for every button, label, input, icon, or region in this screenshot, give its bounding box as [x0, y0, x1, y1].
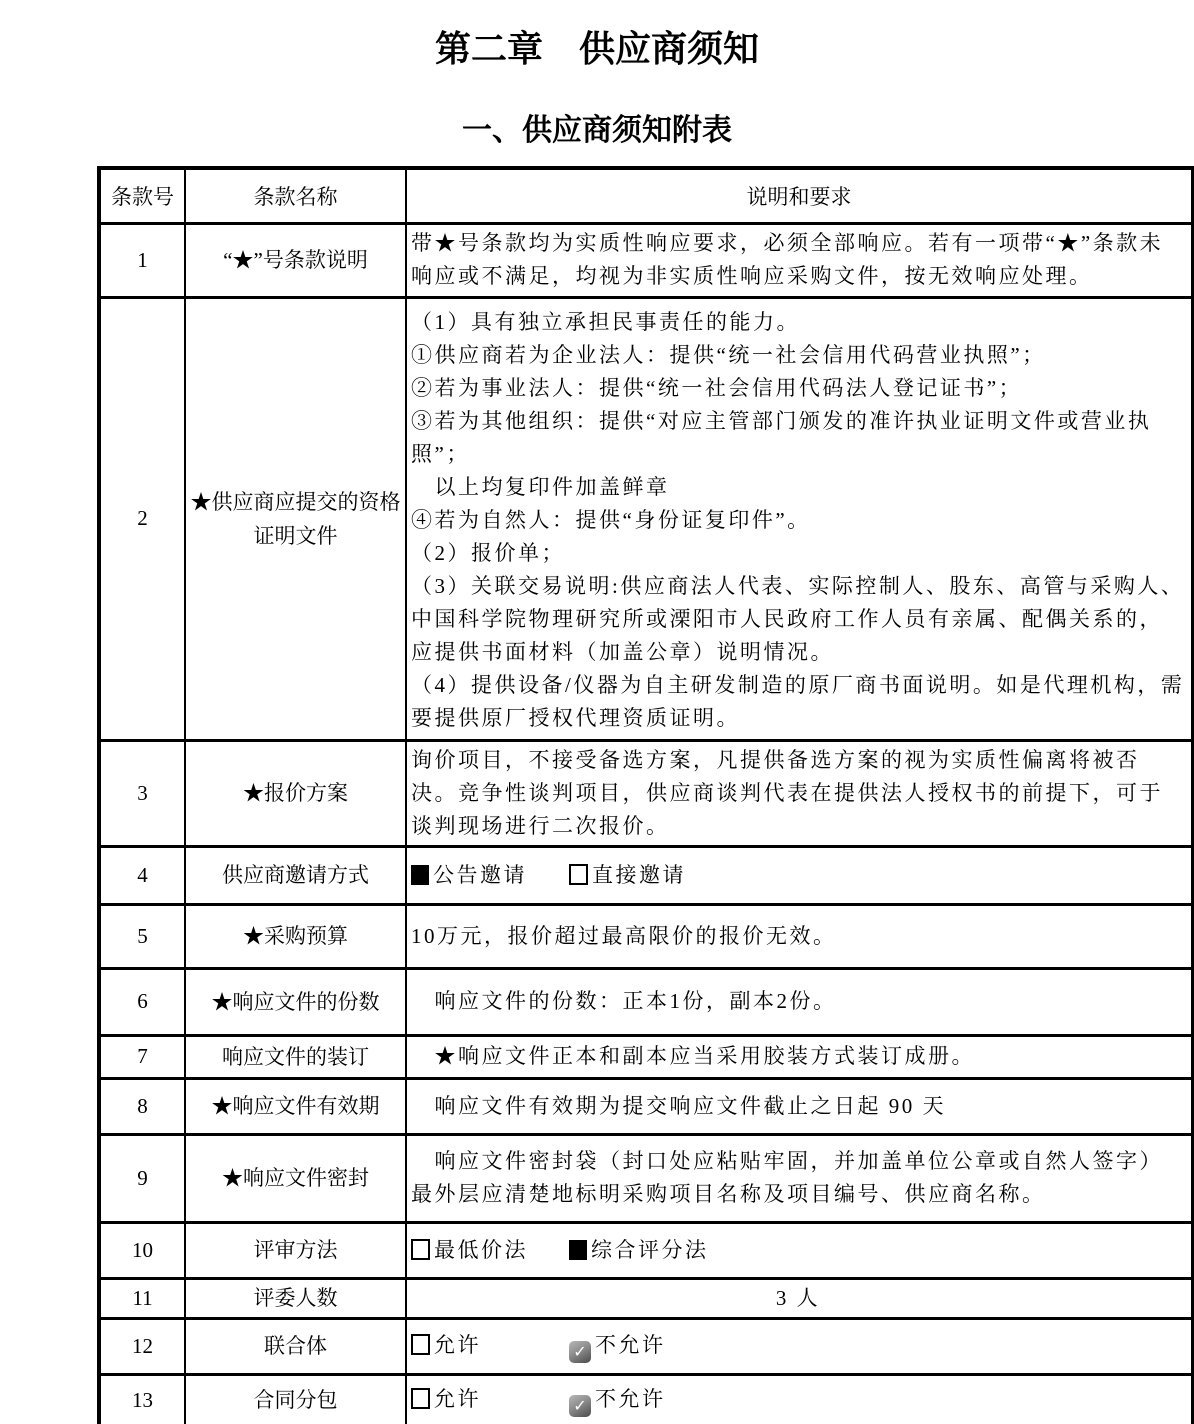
- clause-name-cell: ★报价方案: [185, 740, 406, 846]
- clause-number-cell: 10: [99, 1222, 185, 1278]
- table-header-row: [99, 168, 1193, 223]
- table-row: [99, 846, 1193, 904]
- option-empty: [411, 1234, 569, 1267]
- clause-number-cell: 7: [99, 1035, 185, 1078]
- description-paragraph: 3 人: [775, 1285, 821, 1310]
- clause-number-cell: 1: [99, 223, 185, 297]
- option-label: 不允许: [595, 1387, 666, 1412]
- clause-name-cell: 响应文件的装订: [185, 1035, 406, 1078]
- description-paragraph: 响应文件密封袋（封口处应粘贴牢固，并加盖单位公章或自然人签字）: [411, 1149, 1163, 1173]
- checkbox-filled-icon: [411, 865, 429, 885]
- column-header: 说明和要求: [406, 168, 1193, 223]
- clause-number-cell: 13: [99, 1374, 185, 1424]
- supplier-notice-table: [97, 166, 1194, 1424]
- option-empty: [569, 859, 686, 892]
- description-paragraph: ④若为自然人：提供“身份证复印件”。: [411, 507, 811, 532]
- clause-description-cell: [406, 223, 1193, 297]
- table-row: [99, 297, 1193, 740]
- option-filled: [569, 1234, 709, 1267]
- clause-number-cell: 5: [99, 904, 185, 968]
- chapter-title: 第二章 供应商须知: [434, 28, 759, 69]
- table-row: [99, 968, 1193, 1035]
- clause-description-cell: [406, 846, 1193, 904]
- table-row: [99, 223, 1193, 297]
- clause-description-cell: [406, 1318, 1193, 1374]
- description-paragraph: 响应文件有效期为提交响应文件截止之日起 90 天: [411, 1093, 946, 1118]
- checkbox-filled-icon: [569, 1240, 587, 1260]
- table-row: [99, 1278, 1193, 1318]
- clause-description-cell: [406, 740, 1193, 846]
- checkbox-empty-icon: [411, 1388, 430, 1409]
- options-group: [411, 859, 1185, 892]
- option-check: [569, 1383, 666, 1417]
- table-row: [99, 1222, 1193, 1278]
- clause-description-cell: [406, 1078, 1193, 1134]
- description-paragraph: 响应文件的份数：正本1份，副本2份。: [411, 989, 837, 1013]
- clause-name-cell: 供应商邀请方式: [185, 846, 406, 904]
- description-paragraph: 带★号条款均为实质性响应要求，必须全部响应。若有一项带“★”条款未响应或不满足，均视为非实质性响应采购文件，按无效响应处理。: [411, 231, 1164, 288]
- option-label: 允许: [434, 1333, 481, 1357]
- section-title: 一、供应商须知附表: [462, 114, 732, 147]
- table-row: [99, 1374, 1193, 1424]
- clause-number-cell: 2: [99, 297, 185, 740]
- clause-name-cell: 联合体: [185, 1318, 406, 1374]
- description-paragraph: ③若为其他组织：提供“对应主管部门颁发的准许执业证明文件或营业执照”；: [411, 408, 1152, 466]
- clause-number-cell: 9: [99, 1134, 185, 1222]
- description-paragraph: 询价项目，不接受备选方案，凡提供备选方案的视为实质性偏离将被否决。竞争性谈判项目，供应商谈判代表在提供法人授权书的前提下，可于谈判现场进行二次报价。: [411, 747, 1163, 838]
- table-row: [99, 740, 1193, 846]
- option-label: 允许: [434, 1387, 481, 1412]
- clause-number-cell: 8: [99, 1078, 185, 1134]
- option-empty: [411, 1329, 569, 1362]
- description-paragraph: （4）提供设备/仪器为自主研发制造的原厂商书面说明。如是代理机构，需要提供原厂授权代理资质证明。: [411, 672, 1185, 730]
- clause-name-cell: ★供应商应提交的资格证明文件: [185, 297, 406, 740]
- description-paragraph: 最外层应清楚地标明采购项目名称及项目编号、供应商名称。: [411, 1182, 1046, 1206]
- checkbox-empty-icon: [411, 1334, 430, 1355]
- description-paragraph: 以上均复印件加盖鲜章: [411, 474, 670, 499]
- clause-name-cell: ★采购预算: [185, 904, 406, 968]
- checkbox-empty-icon: [411, 1239, 430, 1260]
- clause-number-cell: 3: [99, 740, 185, 846]
- checkbox-empty-icon: [569, 864, 588, 885]
- table-row: [99, 904, 1193, 968]
- option-check: [569, 1329, 666, 1363]
- clause-number-cell: 4: [99, 846, 185, 904]
- clause-name-cell: “★”号条款说明: [185, 223, 406, 297]
- table-row: [99, 1035, 1193, 1078]
- clause-description-cell: [406, 297, 1193, 740]
- description-paragraph: （2）报价单；: [411, 540, 565, 565]
- option-label: 公告邀请: [433, 862, 527, 887]
- column-header: 条款名称: [185, 168, 406, 223]
- clause-description-cell: [406, 1035, 1193, 1078]
- table-row: [99, 1134, 1193, 1222]
- table-body: [99, 223, 1193, 1424]
- clause-description-cell: [406, 968, 1193, 1035]
- clause-description-cell: [406, 1222, 1193, 1278]
- option-empty: [411, 1383, 569, 1416]
- clause-name-cell: ★响应文件密封: [185, 1134, 406, 1222]
- options-group: [411, 1329, 1185, 1363]
- column-header: 条款号: [99, 168, 185, 223]
- clause-name-cell: 评审方法: [185, 1222, 406, 1278]
- checkbox-checked-icon: ✓: [569, 1395, 591, 1417]
- clause-description-cell: [406, 1134, 1193, 1222]
- clause-description-cell: [406, 1278, 1193, 1318]
- option-label: 综合评分法: [591, 1237, 709, 1262]
- description-paragraph: ★响应文件正本和副本应当采用胶装方式装订成册。: [411, 1044, 975, 1068]
- option-label: 直接邀请: [592, 862, 686, 887]
- clause-name-cell: 合同分包: [185, 1374, 406, 1424]
- description-paragraph: （1）具有独立承担民事责任的能力。: [411, 309, 800, 334]
- description-paragraph: ②若为事业法人：提供“统一社会信用代码法人登记证书”；: [411, 375, 1023, 400]
- clause-name-cell: ★响应文件的份数: [185, 968, 406, 1035]
- table-row: [99, 1318, 1193, 1374]
- clause-number-cell: 6: [99, 968, 185, 1035]
- checkbox-checked-icon: ✓: [569, 1341, 591, 1363]
- options-group: [411, 1383, 1185, 1417]
- clause-number-cell: 12: [99, 1318, 185, 1374]
- option-label: 最低价法: [434, 1237, 528, 1262]
- clause-description-cell: [406, 1374, 1193, 1424]
- option-filled: [411, 859, 569, 892]
- clause-name-cell: ★响应文件有效期: [185, 1078, 406, 1134]
- description-paragraph: （3）关联交易说明:供应商法人代表、实际控制人、股东、高管与采购人、中国科学院物理研究所或溧阳市人民政府工作人员有亲属、配偶关系的，应提供书面材料（加盖公章）说明情况。: [411, 573, 1185, 664]
- table-row: [99, 1078, 1193, 1134]
- description-paragraph: 10万元，报价超过最高限价的报价无效。: [411, 923, 837, 948]
- clause-description-cell: [406, 904, 1193, 968]
- clause-number-cell: 11: [99, 1278, 185, 1318]
- option-label: 不允许: [595, 1333, 666, 1357]
- description-paragraph: ①供应商若为企业法人：提供“统一社会信用代码营业执照”；: [411, 342, 1046, 367]
- options-group: [411, 1234, 1185, 1267]
- clause-name-cell: 评委人数: [185, 1278, 406, 1318]
